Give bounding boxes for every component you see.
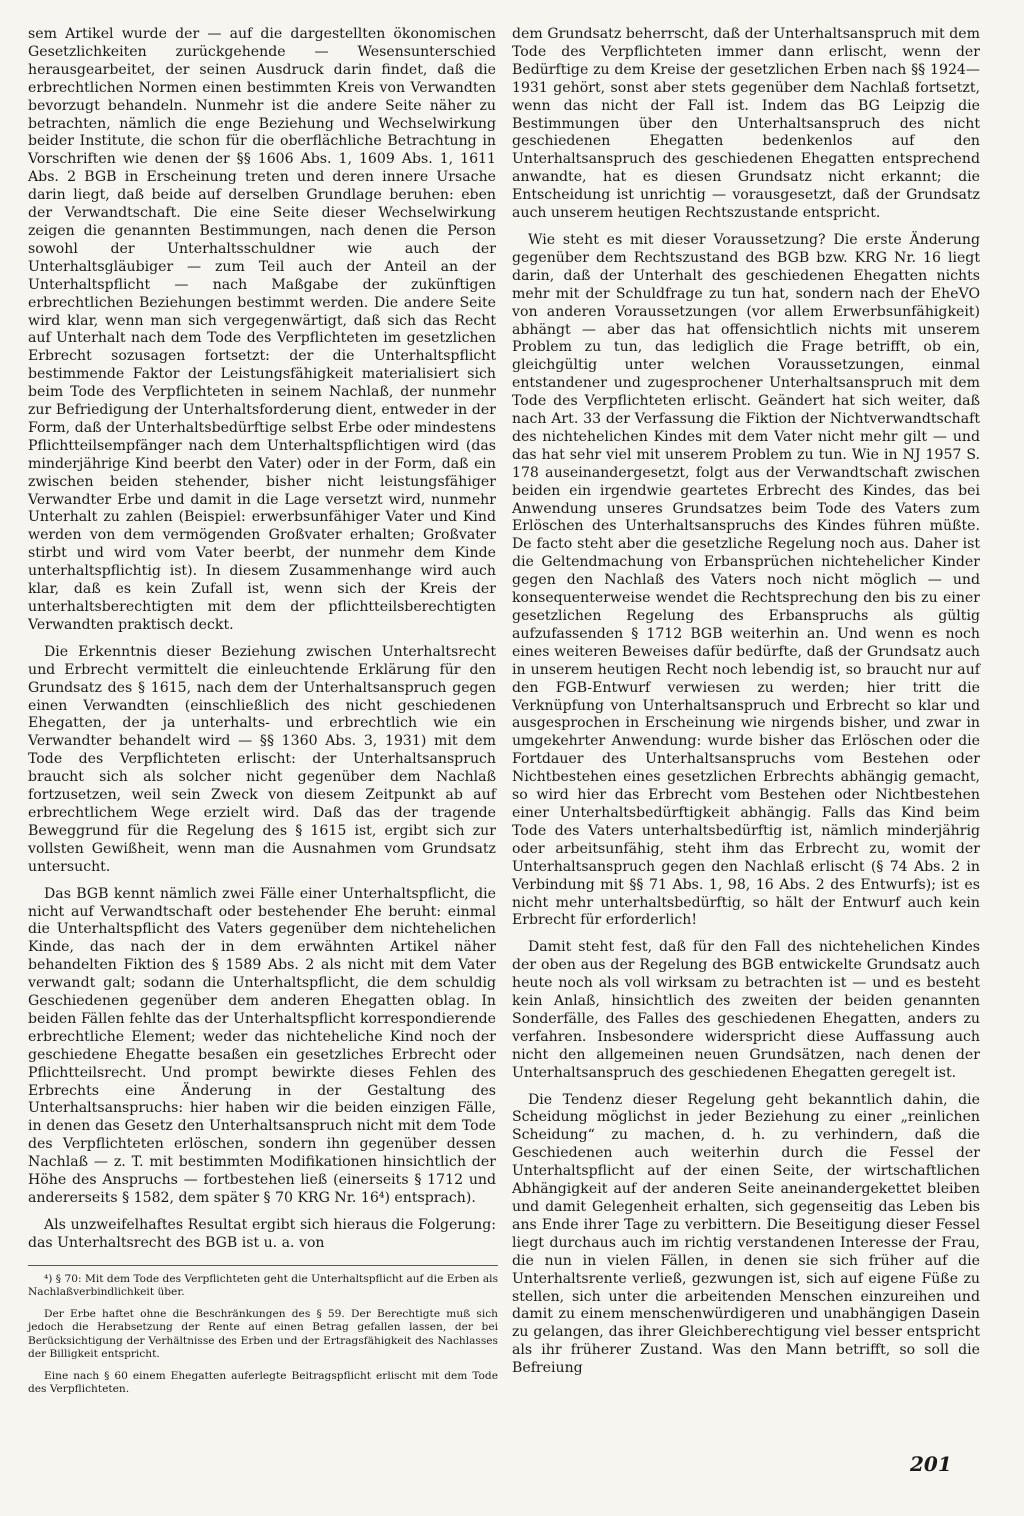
footnote-2: Der Erbe haftet ohne die Beschränkungen des § 59. Der Berechtigte muß sich jedoch die Herabsetzung der Rente auf einen Betrag gefallen lassen, der bei Berücksichtigung der Verhältnisse des Erben und der Ertragsfähigkeit des Nachlasses der Billigkeit entspricht. [28,1308,498,1360]
left-paragraph-2: Die Erkenntnis dieser Beziehung zwischen Unterhaltsrecht und Erbrecht vermittelt die einleuchtende Erklärung für den Grundsatz des § 1615, nach dem der Unterhaltsanspruch gegen einen Verwandten (einschließlich des nicht geschiedenen Ehegatten, der ja unterhalts- und erbrechtlich wie ein Verwandter behandelt wird — §§ 1360 Abs. 3, 1931) mit dem Tode des Verpflichteten erlischt: der Unterhaltsanspruch braucht sich als solcher nicht gegenüber dem Nachlaß fortzusetzen, weil sein Zweck von diesem Zeitpunkt ab auf erbrechtlichem Wege erzielt wird. Daß das der tragende Beweggrund für die Regelung des § 1615 ist, ergibt sich zur vollsten Gewißheit, wenn man die Ausnahmen vom Grundsatz untersucht. [28,643,496,875]
page-number: 201 [910,1452,952,1476]
right-paragraph-2: Wie steht es mit dieser Voraussetzung? Die erste Änderung gegenüber dem Rechtszustand des BGB bzw. KRG Nr. 16 liegt darin, daß der Unterhalt des geschiedenen Ehegatten nichts mehr mit der Schuldfrage zu tun hat, sondern nach der EheVO von anderen Voraussetzungen (vor allem Erwerbsunfähigkeit) abhängt — aber das hat offensichtlich nichts mit unserem Problem zu tun, das lediglich die Frage betrifft, ob ein, gleichgültig unter welchen Voraussetzungen, einmal entstandener und zugesprochener Unterhaltsanspruch mit dem Tode des Verpflichteten erlischt. Geändert hat sich weiter, daß nach Art. 33 der Verfassung die Fiktion der Nichtverwandtschaft des nichtehelichen Kindes mit dem Vater nicht mehr gilt — und das hat sehr viel mit unserem Problem zu tun. Wie in NJ 1957 S. 178 auseinandergesetzt, folgt aus der Verwandtschaft zwischen beiden ein irgendwie geartetes Erbrecht des Kindes, das bei Anwendung unseres Grundsatzes beim Tode des Vaters zum Erlöschen des Unterhaltsanspruchs des Kindes führen müßte. De facto steht aber die gesetzliche Regelung noch aus. Daher ist die Geltendmachung von Erbansprüchen nichtehelicher Kinder gegen den Nachlaß des Vaters noch nicht möglich — und konsequenterweise wendet die Rechtsprechung den bis zu einer gesetzlichen Regelung des Erbanspruchs als gültig aufzufassenden § 1712 BGB weiterhin an. Und wenn es noch eines weiteren Beweises dafür bedürfte, daß der Grundsatz auch in unserem heutigen Recht noch lebendig ist, so braucht nur auf den FGB-Entwurf verwiesen zu werden; hier tritt die Verknüpfung von Unterhaltsanspruch und Erbrecht so klar und ausgesprochen in Erscheinung wie nirgends bisher, und zwar in umgekehrter Anwendung: wurde bisher das Erlöschen oder die Fortdauer des Unterhaltsanspruchs vom Bestehen oder Nichtbestehen eines gesetzlichen Erbrechts abhängig gemacht, so wird hier das Erbrecht vom Bestehen oder Nichtbestehen einer Unterhaltsbedürftigkeit abhängig. Falls das Kind beim Tode des Vaters unterhaltsbedürftig ist, nämlich minderjährig oder arbeitsunfähig, steht ihm das Erbrecht zu, womit der Unterhaltsanspruch gegen den Nachlaß erlischt (§ 74 Abs. 2 in Verbindung mit §§ 71 Abs. 1, 98, 16 Abs. 2 des Entwurfs); ist es nicht mehr unterhaltsbedürftig, so hält der Entwurf auch kein Erbrecht für erforderlich! [512,231,980,929]
left-paragraph-1: sem Artikel wurde der — auf die dargestellten ökonomischen Gesetzlichkeiten zurückgehende — Wesensunterschied herausgearbeitet, der seinen Ausdruck darin findet, daß die erbrechtlichen Normen einen bestimmten Kreis von Verwandten bevorzugt behandeln. Nunmehr ist die andere Seite näher zu betrachten, nämlich die enge Beziehung und Wechselwirkung beider Institute, die schon für die oberflächliche Betrachtung in Vorschriften wie denen der §§ 1606 Abs. 1, 1609 Abs. 1, 1611 Abs. 2 BGB in Erscheinung treten und deren innere Ursache darin liegt, daß beide auf derselben Grundlage beruhen: eben der Verwandtschaft. Die eine Seite dieser Wechselwirkung zeigen die genannten Bestimmungen, nach denen die Person sowohl der Unterhaltsschuldner wie auch der Unterhaltsgläubiger — zum Teil auch der Anteil an der Unterhaltspflicht — nach Maßgabe der zukünftigen erbrechtlichen Beziehungen bestimmt werden. Die andere Seite wird klar, wenn man sich vergegenwärtigt, daß sich das Recht auf Unterhalt nach dem Tode des Verpflichteten im gesetzlichen Erbrecht sozusagen fortsetzt: der die Unterhaltspflicht bestimmende Faktor der Leistungsfähigkeit materialisiert sich beim Tode des Verpflichteten in seinem Nachlaß, der nunmehr zur Befriedigung der Unterhaltsforderung dient, entweder in der Form, daß der Unterhaltsbedürftige selbst Erbe oder mindestens Pflichtteilsempfänger nach dem Unterhaltspflichtigen wird (das minderjährige Kind beerbt den Vater) oder in der Form, daß ein zwischen beiden stehender, bisher nicht leistungsfähiger Verwandter Erbe und damit in die Lage versetzt wird, nunmehr Unterhalt zu zahlen (Beispiel: erwerbsunfähiger Vater und Kind werden von dem vermögenden Großvater erhalten; Großvater stirbt und wird vom Vater beerbt, der nunmehr dem Kinde unterhaltspflichtig ist). In diesem Zusammenhange wird auch klar, daß es kein Zufall ist, wenn sich der Kreis der unterhaltsberechtigten mit dem der pflichtteilsberechtigten Verwandten praktisch deckt. [28,26,496,633]
right-paragraph-3: Damit steht fest, daß für den Fall des nichtehelichen Kindes der oben aus der Regelung des BGB entwickelte Grundsatz auch heute noch als voll wirksam zu betrachten ist — und es besteht kein Anlaß, hinsichtlich des zweiten der beiden genannten Sonderfälle, des Falles des geschiedenen Ehegatten, anders zu verfahren. Insbesondere widerspricht diese Auffassung auch nicht den allgemeinen neuen Grundsätzen, nach denen der Unterhaltsanspruch des geschiedenen Ehegatten geregelt ist. [512,939,980,1081]
right-paragraph-1: dem Grundsatz beherrscht, daß der Unterhaltsanspruch mit dem Tode des Verpflichteten immer dann erlischt, wenn der Bedürftige zu dem Kreise der gesetzlichen Erben nach §§ 1924—1931 gehört, sonst aber stets gegenüber dem Nachlaß fortsetzt, wenn das nicht der Fall ist. Indem das BG Leipzig die Bestimmungen über den Unterhaltsanspruch des nicht geschiedenen Ehegatten bedenkenlos auf den Unterhaltsanspruch des geschiedenen Ehegatten entsprechend anwandte, hat es diesen Grundsatz nicht erkannt; die Entscheidung ist unrichtig — vorausgesetzt, daß der Grundsatz auch unserem heutigen Rechtszustande entspricht. [512,26,980,222]
right-paragraph-4: Die Tendenz dieser Regelung geht bekanntlich dahin, die Scheidung möglichst in jeder Beziehung zu einer „reinlichen Scheidung“ zu machen, d. h. zu verhindern, daß die Geschiedenen auch weiterhin durch die Fessel der Unterhaltspflicht auf der einen Seite, der wirtschaftlichen Abhängigkeit auf der anderen Seite aneinandergekettet bleiben und damit Gelegenheit erhalten, sich gegenseitig das Leben bis ans Ende ihrer Tage zu verbittern. Die Beseitigung dieser Fessel liegt durchaus auch im richtig verstandenen Interesse der Frau, die nun in vielen Fällen, in denen sie sich früher auf die Unterhaltsrente verließ, gezwungen ist, sich auf eigene Füße zu stellen, sich unter die arbeitenden Menschen einzureihen und damit zu einem menschenwürdigeren und unabhängigen Dasein zu gelangen, das ihrer Gleichberechtigung viel besser entspricht als ihr früherer Zustand. Was den Mann betrifft, so soll die Befreiung [512,1091,980,1377]
footnotes [28,1265,498,1397]
left-paragraph-4: Als unzweifelhaftes Resultat ergibt sich hieraus die Folgerung: das Unterhaltsrecht des BGB ist u. a. von [28,1216,496,1251]
right-column [512,26,980,1378]
left-paragraph-3: Das BGB kennt nämlich zwei Fälle einer Unterhaltspflicht, die nicht auf Verwandtschaft oder bestehender Ehe beruht: einmal die Unterhaltspflicht des Vaters gegenüber dem nichtehelichen Kinde, das nach der in dem erwähnten Artikel näher behandelten Fiktion des § 1589 Abs. 2 als nicht mit dem Vater verwandt galt; sodann die Unterhaltspflicht, die dem schuldig Geschiedenen gegenüber dem anderen Ehegatten oblag. In beiden Fällen fehlte das der Unterhaltspflicht korrespondierende erbrechtliche Element; weder das nichteheliche Kind noch der geschiedene Ehegatte besaßen ein gesetzliches Erbrecht oder Pflichtteilsrecht. Und prompt bewirkte dieses Fehlen des Erbrechts eine Änderung in der Gestaltung des Unterhaltsanspruchs: hier haben wir die beiden einzigen Fälle, in denen das Gesetz den Unterhaltsanspruch nicht mit dem Tode des Verpflichteten erlöschen, sondern ihn gegenüber dessen Nachlaß — z. T. mit bestimmten Modifikationen hinsichtlich der Höhe des Anspruchs — fortbestehen ließ (einerseits § 1712 und andererseits § 1582, dem später § 70 KRG Nr. 16⁴) entsprach). [28,885,496,1206]
footnote-3: Eine nach § 60 einem Ehegatten auferlegte Beitragspflicht erlischt mit dem Tode des Verpflichteten. [28,1369,498,1396]
footnote-1: ⁴) § 70: Mit dem Tode des Verpflichteten geht die Unterhaltspflicht auf die Erben als Nachlaßverbindlichkeit über. [28,1272,498,1298]
left-column [28,26,496,1401]
